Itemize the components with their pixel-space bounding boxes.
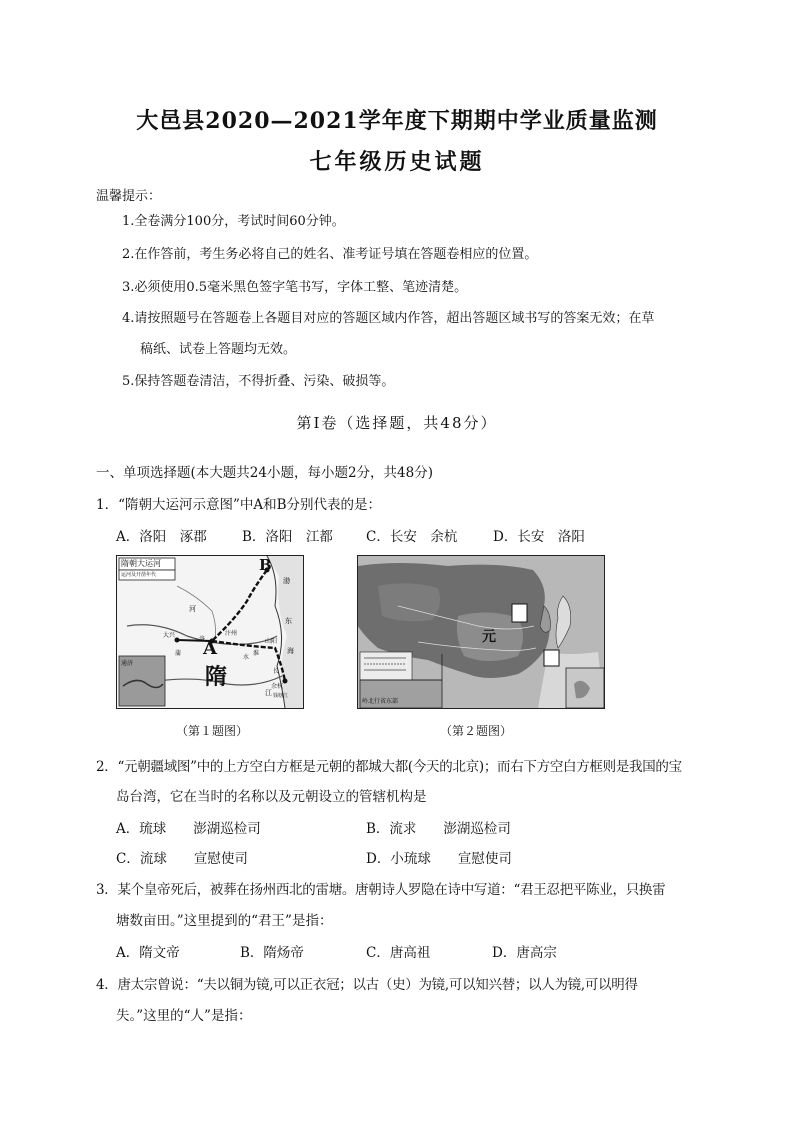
place-shui: 水 bbox=[243, 654, 250, 661]
place-yuhang: 余杭 bbox=[271, 683, 284, 690]
place-dong: 东 bbox=[285, 617, 292, 625]
yuan-territory-map bbox=[357, 555, 605, 709]
question-1-option-d: D．长安 洛阳 bbox=[493, 529, 585, 545]
place-bianzhou: 汴州 bbox=[225, 630, 238, 637]
question-3-stem-line2: 塘数亩田。”这里提到的“君王”是指： bbox=[116, 913, 333, 929]
question-1-option-b: B．洛阳 江都 bbox=[242, 529, 333, 545]
tip-item: 3.必须使用0.5毫米黑色签字笔书写，字体工整、笔迹清楚。 bbox=[122, 280, 468, 295]
question-3-option-d: D．唐高宗 bbox=[492, 945, 557, 961]
section-title: 第Ⅰ卷（选择题，共48分） bbox=[296, 414, 498, 432]
tips-heading: 温馨提示： bbox=[96, 189, 162, 204]
question-3-stem-line1: 3．某个皇帝死后，被葬在扬州西北的雷塘。唐朝诗人罗隐在诗中写道：“君王忍把平陈业，只换雷 bbox=[96, 882, 666, 898]
place-jiang: 江 bbox=[265, 689, 272, 697]
place-hai: 海 bbox=[287, 647, 294, 655]
place-chang: 长 bbox=[273, 668, 280, 675]
question-2-stem-line2: 岛台湾，它在当时的名称以及元朝设立的管辖机构是 bbox=[116, 789, 427, 805]
place-pu: 蒲 bbox=[175, 650, 182, 657]
question-3-option-a: A．隋文帝 bbox=[116, 945, 180, 961]
question-2-stem-line1: 2．“元朝疆域图”中的上方空白方框是元朝的都城大都(今天的北京)；而右下方空白方框则是我国的宝 bbox=[96, 759, 682, 775]
map-legend: 运河及开凿年代 bbox=[121, 572, 157, 578]
figure-1-caption: （第１题图） bbox=[176, 724, 249, 738]
place-shanyang: 山阳 bbox=[265, 638, 278, 645]
tip-item: 5.保持答题卷清洁，不得折叠、污染、破损等。 bbox=[122, 374, 395, 389]
map-footer-label: 岭北行省东部 bbox=[362, 698, 399, 705]
map-label-b: B bbox=[259, 556, 272, 574]
tip-item: 2.在作答前，考生务必将自己的姓名、准考证号填在答题卷相应的位置。 bbox=[122, 247, 538, 262]
question-1-option-a: A．洛阳 涿郡 bbox=[116, 529, 207, 545]
place-daxing: 大兴 bbox=[163, 632, 176, 639]
question-3-option-c: C．唐高祖 bbox=[366, 945, 431, 961]
inset-label: 通济 bbox=[121, 660, 134, 667]
map-label-a: A bbox=[203, 638, 217, 659]
question-3-option-b: B．隋炀帝 bbox=[240, 945, 304, 961]
sui-canal-map bbox=[116, 555, 304, 709]
question-2-option-b: B．流求 澎湖巡检司 bbox=[366, 821, 511, 837]
question-2-option-a: A．琉球 澎湖巡检司 bbox=[116, 821, 261, 837]
tip-item: 稿纸、试卷上答题均无效。 bbox=[140, 342, 297, 357]
exam-subtitle: 七年级历史试题 bbox=[309, 149, 485, 175]
place-luo: 洛 bbox=[199, 636, 206, 643]
place-huai: 淮 bbox=[253, 650, 260, 657]
place-bo: 渤 bbox=[283, 577, 290, 585]
exam-title: 大邑县2020—2021学年度下期期中学业质量监测 bbox=[136, 108, 658, 134]
question-2-option-c: C．流球 宣慰使司 bbox=[116, 851, 248, 867]
figure-2-caption: （第２题图） bbox=[440, 724, 513, 738]
map-label-sui: 隋 bbox=[205, 664, 228, 690]
question-2-option-d: D．小琉球 宣慰使司 bbox=[366, 851, 512, 867]
part-heading: 一、单项选择题(本大题共24小题，每小题2分，共48分) bbox=[96, 465, 433, 481]
question-4-stem-line2: 失。”这里的“人”是指： bbox=[116, 1008, 252, 1024]
place-he: 河 bbox=[189, 605, 196, 613]
tip-item: 4.请按照题号在答题卷上各题目对应的答题区域内作答，超出答题区域书写的答案无效；在草 bbox=[122, 311, 655, 326]
question-1-stem: 1．“隋朝大运河示意图”中A和B分别代表的是： bbox=[96, 497, 382, 513]
yuan-territory-map-graphic bbox=[358, 556, 604, 708]
map-label-yuan: 元 bbox=[482, 629, 496, 645]
question-4-stem-line1: 4．唐太宗曾说：“夫以铜为镜,可以正衣冠；以古（史）为镜,可以知兴替；以人为镜,可以明得 bbox=[96, 977, 638, 993]
tip-item: 1.全卷满分100分，考试时间60分钟。 bbox=[122, 214, 345, 229]
place-qiantang: 钱塘江 bbox=[273, 693, 289, 699]
map-title: 隋朝大运河 bbox=[121, 559, 161, 568]
question-1-option-c: C．长安 余杭 bbox=[366, 529, 458, 545]
